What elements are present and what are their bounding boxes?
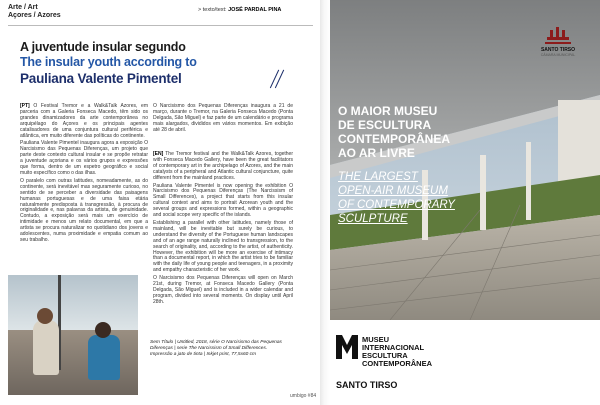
- logo-sub: CÂMARA MUNICIPAL: [540, 53, 576, 57]
- column-2: [480, 155, 486, 230]
- paragraph: [20, 104, 148, 139]
- logo-name: SANTO TIRSO: [540, 47, 576, 53]
- section-label: [8, 4, 61, 20]
- credit-label: > texto/text:: [198, 7, 227, 13]
- top-divider: [8, 25, 313, 26]
- page-folio: umbigo #84: [290, 393, 317, 399]
- photo-person-2: [88, 335, 120, 380]
- title-line: OPEN-AIR MUSEUM: [338, 185, 448, 197]
- text-credit: [198, 7, 281, 13]
- city-name: SANTO TIRSO: [336, 380, 398, 390]
- section-art: Arte / Art: [8, 4, 38, 11]
- paragraph-text: Pauliana Valente Pimentel inaugura agora a exposição O Narcisismo das Pequenas Diferenças, um projeto que parte deste contexto cultural insular e se propõe retratar a juventude açoriana e os vários grupos e expressões que forma, dentro de um espetro geográfico e social muito específico como o das ilhas.: [20, 140, 148, 176]
- museum-m-logo-icon: [336, 335, 358, 359]
- santo-tirso-municipal-logo: [538, 25, 578, 57]
- paragraph-text: O Narcisismo dos Pequenas Diferenças will open on March 21st, during Tremor, at Fonseca Macedo Gallery (Ponta Delgada, São Miguel) and is included in a wider calendar and program, divided into several moments. On display until April 28th.: [153, 275, 293, 305]
- title-line: THE LARGEST: [338, 171, 418, 183]
- museum-name-line: MUSEU: [362, 335, 390, 344]
- museum-name-line: INTERNACIONAL: [362, 343, 425, 352]
- paragraph-text: O Festival Tremor e a Walk&Talk Azores, em parceria com a Galeria Fonseca Macedo, têm sido os grandes dinamizadores da arte contemporânea no arquipélago do Açores e os principais agentes catalisadores de uma conjuntura cultural periférica e atlântica, em muito diferente das políticas do continente.: [20, 103, 148, 139]
- paragraph-text: Establishing a parallel with other latitudes, namely those of mainland, will be inevitable but surely be curious, to understand the diversity of the Portuguese human landscapes and of an age range naturally inclined to transgression, to the search of originality, and, according to the artist, of authenticity. However, the exhibition will be more an exercise of intimacy than a documental report, in which the artist tries to be familiar with the daily life of young people and teenagers, in a proximity and empathy characteristic of her work.: [153, 219, 293, 274]
- paragraph-text: O paralelo com outras latitudes, nomeadamente, as do continente, será inevitável mas seguramente curioso, no sentido de se perceber a diversidade das paisagens humanas portuguesas e de uma faixa etária naturalmente predisposta à transgressão, à procura de originalidade e, nas palavras da artista, de genuinidade. Contudo, a exposição será mais um exercício de intimidade e menos um relato documental, em que a artista se procura naturalizar no quotidiano dos jovens e adolescentes, numa proximidade e empatia comum ao seu trabalho.: [20, 177, 148, 243]
- heading-pt: A juventude insular segundo: [20, 40, 186, 54]
- heading-artist-name: Pauliana Valente Pimentel: [20, 71, 182, 86]
- museum-name: [362, 336, 432, 368]
- advert-title-en: [338, 170, 455, 226]
- title-line: AO AR LIVRE: [338, 146, 415, 160]
- paragraph-text: Pauliana Valente Pimentel is now opening the exhibition O Narcisismo dos Pequenas Diferenças (The Narcissism of Small Differences), a project that starts from this insular cultural context and aims to portrait Azorean youth and the several groups and expressions formed, within a geographic and social scope very specific of the islands.: [153, 182, 293, 219]
- title-line: SCULPTURE: [338, 213, 408, 225]
- advert-title-pt: [338, 104, 450, 160]
- column-pt: [20, 104, 148, 246]
- paragraph: [153, 221, 293, 274]
- photo-sky: [8, 275, 138, 330]
- title-line: OF CONTEMPORARY: [338, 199, 455, 211]
- paragraph: [153, 184, 293, 219]
- municipal-crest-icon: [545, 25, 571, 47]
- column-en: [153, 152, 293, 308]
- paragraph: [153, 276, 293, 306]
- museum-name-line: CONTEMPORÂNEA: [362, 359, 433, 368]
- column-pt-end: [153, 104, 293, 136]
- museum-name-line: ESCULTURA: [362, 351, 408, 360]
- heading-en: The insular youth according to: [20, 55, 197, 69]
- right-page-advert: [330, 0, 600, 405]
- column-3: [526, 142, 531, 220]
- photo-caption: Sem Título | Untitled, 2018, série O Narcisismo das Pequenas Diferenças | serie The Narcissism of Small Differences. Impressão a jato de tinta | Inkjet print, 77,5x60 cm: [150, 340, 282, 357]
- artwork-photo: [8, 275, 138, 395]
- paragraph-text: The Tremor festival and the Walk&Talk Azores, together with Fonseca Macedo Gallery, have been the great facilitators of contemporary art in the archipelago of Azores, and the main catalysts of a peripheral and Atlantic cultural conjuncture, quite different from the mainland practices.: [153, 151, 293, 181]
- photo-head-1: [37, 308, 53, 324]
- title-line: O MAIOR MUSEU: [338, 104, 438, 118]
- paragraph: [153, 152, 293, 182]
- page-gutter: [320, 0, 330, 405]
- title-line: CONTEMPORÂNEA: [338, 132, 451, 146]
- photo-person-1: [33, 320, 59, 375]
- paragraph-text: O Narcisismo dos Pequenas Diferenças inaugura a 21 de março, durante o Tremor, na Galeria Fonseca Macedo (Ponta Delgada, São Miguel) e faz parte de um calendário e programa mais alargados, divididos em vários momentos. Em exibição até 28 de abril.: [153, 103, 293, 133]
- lang-tag-pt: [PT]: [20, 103, 30, 109]
- title-line: DE ESCULTURA: [338, 118, 432, 132]
- photo-head-2: [95, 322, 111, 338]
- paragraph: [20, 141, 148, 176]
- lang-tag-en: [EN]: [153, 151, 164, 157]
- paragraph: [20, 179, 148, 244]
- section-azores: Açores / Azores: [8, 12, 61, 19]
- credit-author: JOSÉ PARDAL PINA: [228, 7, 282, 13]
